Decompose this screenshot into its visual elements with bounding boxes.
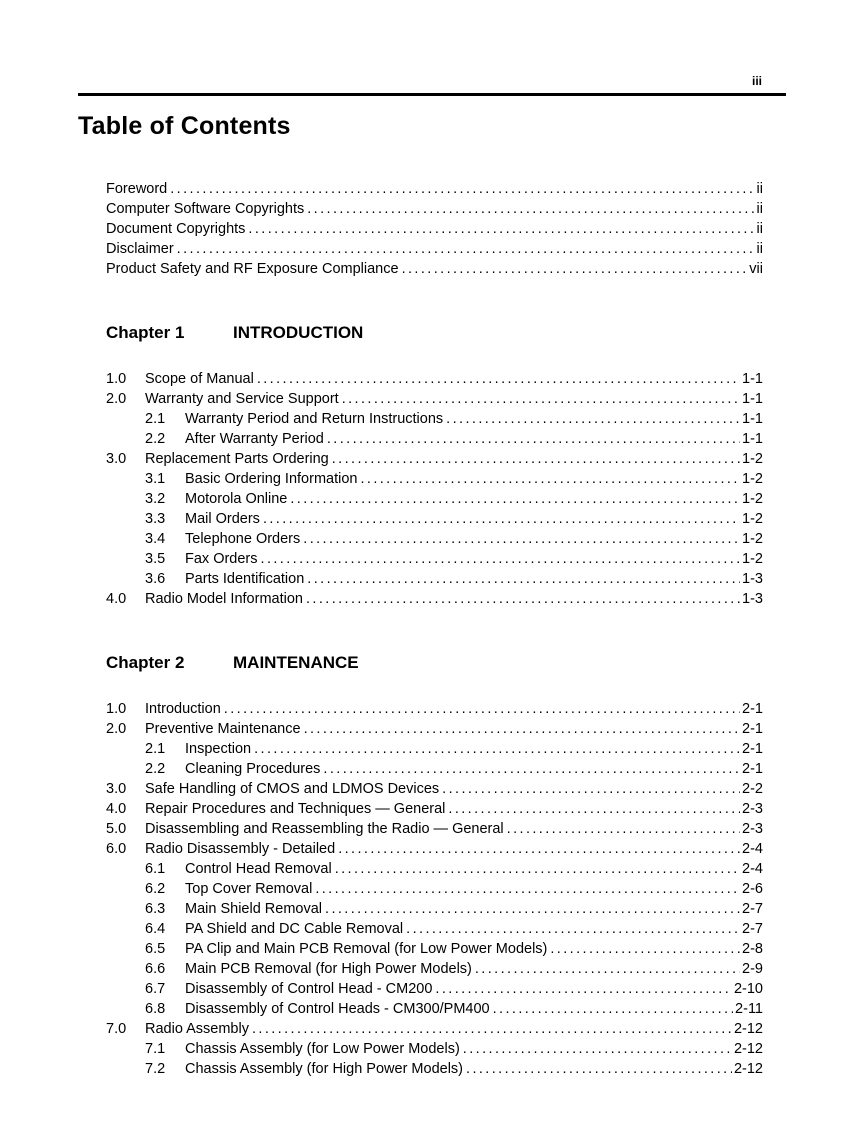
- entry-page: 2-4: [742, 841, 763, 857]
- chapter-title: MAINTENANCE: [233, 653, 359, 672]
- toc-entry: [106, 259, 763, 279]
- entry-number: 2.0: [106, 721, 127, 737]
- entry-title: Radio Assembly: [145, 1021, 249, 1037]
- entry-number: 2.2: [145, 761, 166, 777]
- entry-number: 6.1: [145, 861, 166, 877]
- toc-entry: [106, 549, 763, 569]
- toc-entry: [106, 939, 763, 959]
- toc-entry: [106, 199, 763, 219]
- dot-leader: [463, 1039, 732, 1059]
- entry-title: Parts Identification: [185, 571, 305, 587]
- entry-page: 2-12: [733, 1061, 763, 1077]
- entry-number: 1.0: [106, 371, 127, 387]
- toc-entry: [106, 999, 763, 1019]
- dot-leader: [446, 409, 740, 429]
- toc-entry: [106, 1039, 763, 1059]
- entry-title: Disassembly of Control Head - CM200: [185, 981, 433, 997]
- chapter-section: [106, 653, 763, 1079]
- toc-entry: [106, 879, 763, 899]
- entry-number: 4.0: [106, 591, 127, 607]
- toc-entry: [106, 899, 763, 919]
- dot-leader: [170, 179, 754, 199]
- dot-leader: [304, 719, 740, 739]
- dot-leader: [338, 839, 740, 859]
- dot-leader: [550, 939, 740, 959]
- entry-number: 6.3: [145, 901, 166, 917]
- dot-leader: [493, 999, 733, 1019]
- entry-page: 2-2: [742, 781, 763, 797]
- entry-title: Top Cover Removal: [185, 881, 313, 897]
- toc-entry: [106, 529, 763, 549]
- dot-leader: [257, 369, 740, 389]
- entry-page: 1-3: [742, 571, 763, 587]
- entry-title: Product Safety and RF Exposure Compliance: [106, 261, 399, 277]
- entry-number: 2.0: [106, 391, 127, 407]
- dot-leader: [342, 389, 740, 409]
- entry-page: 2-7: [742, 901, 763, 917]
- toc-entry: [106, 179, 763, 199]
- entry-title: Disclaimer: [106, 241, 174, 257]
- entry-title: Inspection: [185, 741, 252, 757]
- entry-title: Motorola Online: [185, 491, 288, 507]
- toc-entry: [106, 389, 763, 409]
- entry-title: PA Shield and DC Cable Removal: [185, 921, 404, 937]
- dot-leader: [303, 529, 740, 549]
- entry-title: Safe Handling of CMOS and LDMOS Devices: [145, 781, 440, 797]
- entry-number: 7.2: [145, 1061, 166, 1077]
- dot-leader: [442, 779, 740, 799]
- entry-page: vii: [749, 261, 763, 277]
- table-of-contents: [78, 179, 786, 1079]
- entry-page: 2-10: [733, 981, 763, 997]
- toc-entry: [106, 369, 763, 389]
- entry-number: 2.1: [145, 411, 166, 427]
- entry-title: Repair Procedures and Techniques — General: [145, 801, 446, 817]
- toc-entry: [106, 779, 763, 799]
- dot-leader: [263, 509, 740, 529]
- entry-page: 2-9: [742, 961, 763, 977]
- toc-entry: [106, 589, 763, 609]
- entry-title: Introduction: [145, 701, 221, 717]
- entry-page: 2-1: [742, 761, 763, 777]
- entry-number: 2.1: [145, 741, 166, 757]
- toc-entry: [106, 429, 763, 449]
- entry-number: 6.5: [145, 941, 166, 957]
- page-header: [78, 74, 786, 96]
- entry-page: 1-2: [742, 551, 763, 567]
- toc-entry: [106, 839, 763, 859]
- dot-leader: [466, 1059, 732, 1079]
- toc-entry: [106, 469, 763, 489]
- entry-page: 1-1: [742, 411, 763, 427]
- entry-number: 6.8: [145, 1001, 166, 1017]
- dot-leader: [475, 959, 740, 979]
- entry-title: Document Copyrights: [106, 221, 246, 237]
- entry-page: 2-3: [742, 801, 763, 817]
- entry-page: 2-12: [733, 1041, 763, 1057]
- toc-entry: [106, 859, 763, 879]
- toc-entry: [106, 489, 763, 509]
- entry-page: 2-1: [742, 741, 763, 757]
- dot-leader: [448, 799, 740, 819]
- entry-page: 2-1: [742, 721, 763, 737]
- entry-number: 3.2: [145, 491, 166, 507]
- entry-number: 4.0: [106, 801, 127, 817]
- dot-leader: [306, 589, 740, 609]
- entry-number: 3.0: [106, 451, 127, 467]
- header-rule: [78, 93, 786, 96]
- entry-number: 3.4: [145, 531, 166, 547]
- entry-number: 6.7: [145, 981, 166, 997]
- entry-title: Warranty and Service Support: [145, 391, 339, 407]
- toc-entry: [106, 759, 763, 779]
- entry-title: Scope of Manual: [145, 371, 254, 387]
- toc-entry: [106, 919, 763, 939]
- entry-title: Chassis Assembly (for High Power Models): [185, 1061, 464, 1077]
- dot-leader: [315, 879, 740, 899]
- toc-entry: [106, 819, 763, 839]
- toc-entry: [106, 219, 763, 239]
- dot-leader: [224, 699, 740, 719]
- toc-entry: [106, 449, 763, 469]
- entry-title: After Warranty Period: [185, 431, 324, 447]
- dot-leader: [307, 569, 740, 589]
- dot-leader: [248, 219, 754, 239]
- entry-number: 7.0: [106, 1021, 127, 1037]
- entry-number: 3.3: [145, 511, 166, 527]
- entry-page: 1-1: [742, 371, 763, 387]
- entry-title: Fax Orders: [185, 551, 258, 567]
- entry-page: 1-2: [742, 491, 763, 507]
- entry-number: 3.1: [145, 471, 166, 487]
- entry-title: Foreword: [106, 181, 168, 197]
- entry-number: 2.2: [145, 431, 166, 447]
- dot-leader: [252, 1019, 732, 1039]
- entry-page: ii: [756, 241, 763, 257]
- dot-leader: [406, 919, 740, 939]
- entry-number: 6.4: [145, 921, 166, 937]
- entry-title: Control Head Removal: [185, 861, 332, 877]
- entry-title: Radio Disassembly - Detailed: [145, 841, 336, 857]
- toc-entry: [106, 699, 763, 719]
- dot-leader: [323, 759, 740, 779]
- toc-entry: [106, 1059, 763, 1079]
- page-title: Table of Contents: [78, 112, 291, 140]
- entry-title: PA Clip and Main PCB Removal (for Low Power Models): [185, 941, 548, 957]
- entry-title: Main PCB Removal (for High Power Models): [185, 961, 472, 977]
- dot-leader: [254, 739, 740, 759]
- entry-page: 1-1: [742, 391, 763, 407]
- toc-entry: [106, 979, 763, 999]
- entry-page: ii: [756, 181, 763, 197]
- toc-entry: [106, 409, 763, 429]
- entry-title: Warranty Period and Return Instructions: [185, 411, 444, 427]
- entry-number: 3.0: [106, 781, 127, 797]
- entry-title: Preventive Maintenance: [145, 721, 301, 737]
- entry-page: ii: [756, 201, 763, 217]
- entry-number: 1.0: [106, 701, 127, 717]
- entry-page: 1-2: [742, 451, 763, 467]
- entry-title: Replacement Parts Ordering: [145, 451, 329, 467]
- toc-entry: [106, 739, 763, 759]
- front-matter-list: [106, 179, 763, 279]
- chapter-label: Chapter 1: [106, 323, 185, 342]
- entry-page: 2-4: [742, 861, 763, 877]
- entry-page: 2-8: [742, 941, 763, 957]
- dot-leader: [332, 449, 740, 469]
- entry-page: 2-11: [735, 1001, 763, 1017]
- dot-leader: [402, 259, 748, 279]
- entry-page: 1-2: [742, 471, 763, 487]
- toc-entry: [106, 959, 763, 979]
- toc-entry: [106, 509, 763, 529]
- entry-title: Disassembling and Reassembling the Radio — General: [145, 821, 504, 837]
- entry-page: 2-3: [742, 821, 763, 837]
- entry-page: 1-2: [742, 511, 763, 527]
- entry-page: 2-7: [742, 921, 763, 937]
- toc-entry: [106, 1019, 763, 1039]
- toc-entry: [106, 569, 763, 589]
- chapter-heading: [106, 653, 763, 673]
- entry-number: 3.5: [145, 551, 166, 567]
- entry-number: 7.1: [145, 1041, 166, 1057]
- chapter-label: Chapter 2: [106, 653, 185, 672]
- entry-page: ii: [756, 221, 763, 237]
- entry-number: 6.2: [145, 881, 166, 897]
- entry-number: 5.0: [106, 821, 127, 837]
- dot-leader: [261, 549, 741, 569]
- entry-number: 6.6: [145, 961, 166, 977]
- entry-page: 1-1: [742, 431, 763, 447]
- entry-number: 3.6: [145, 571, 166, 587]
- toc-entry: [106, 799, 763, 819]
- dot-leader: [290, 489, 740, 509]
- entry-title: Cleaning Procedures: [185, 761, 321, 777]
- entry-page: 2-6: [742, 881, 763, 897]
- entry-number: 6.0: [106, 841, 127, 857]
- toc-entry: [106, 239, 763, 259]
- toc-entry: [106, 719, 763, 739]
- chapter-entry-list: [106, 699, 763, 1079]
- entry-title: Telephone Orders: [185, 531, 301, 547]
- entry-title: Main Shield Removal: [185, 901, 323, 917]
- entry-title: Basic Ordering Information: [185, 471, 358, 487]
- dot-leader: [360, 469, 740, 489]
- dot-leader: [177, 239, 755, 259]
- dot-leader: [325, 899, 740, 919]
- chapter-section: [106, 323, 763, 609]
- entry-title: Radio Model Information: [145, 591, 303, 607]
- entry-page: 1-2: [742, 531, 763, 547]
- entry-page: 2-12: [733, 1021, 763, 1037]
- chapter-entry-list: [106, 369, 763, 609]
- entry-title: Mail Orders: [185, 511, 260, 527]
- chapter-title: INTRODUCTION: [233, 323, 364, 342]
- chapter-heading: [106, 323, 763, 343]
- dot-leader: [327, 429, 740, 449]
- entry-page: 1-3: [742, 591, 763, 607]
- dot-leader: [435, 979, 732, 999]
- page-number: iii: [751, 74, 762, 88]
- dot-leader: [307, 199, 754, 219]
- entry-page: 2-1: [742, 701, 763, 717]
- entry-title: Chassis Assembly (for Low Power Models): [185, 1041, 460, 1057]
- entry-title: Computer Software Copyrights: [106, 201, 305, 217]
- dot-leader: [335, 859, 740, 879]
- dot-leader: [507, 819, 740, 839]
- chapters-container: [106, 323, 763, 1079]
- entry-title: Disassembly of Control Heads - CM300/PM400: [185, 1001, 490, 1017]
